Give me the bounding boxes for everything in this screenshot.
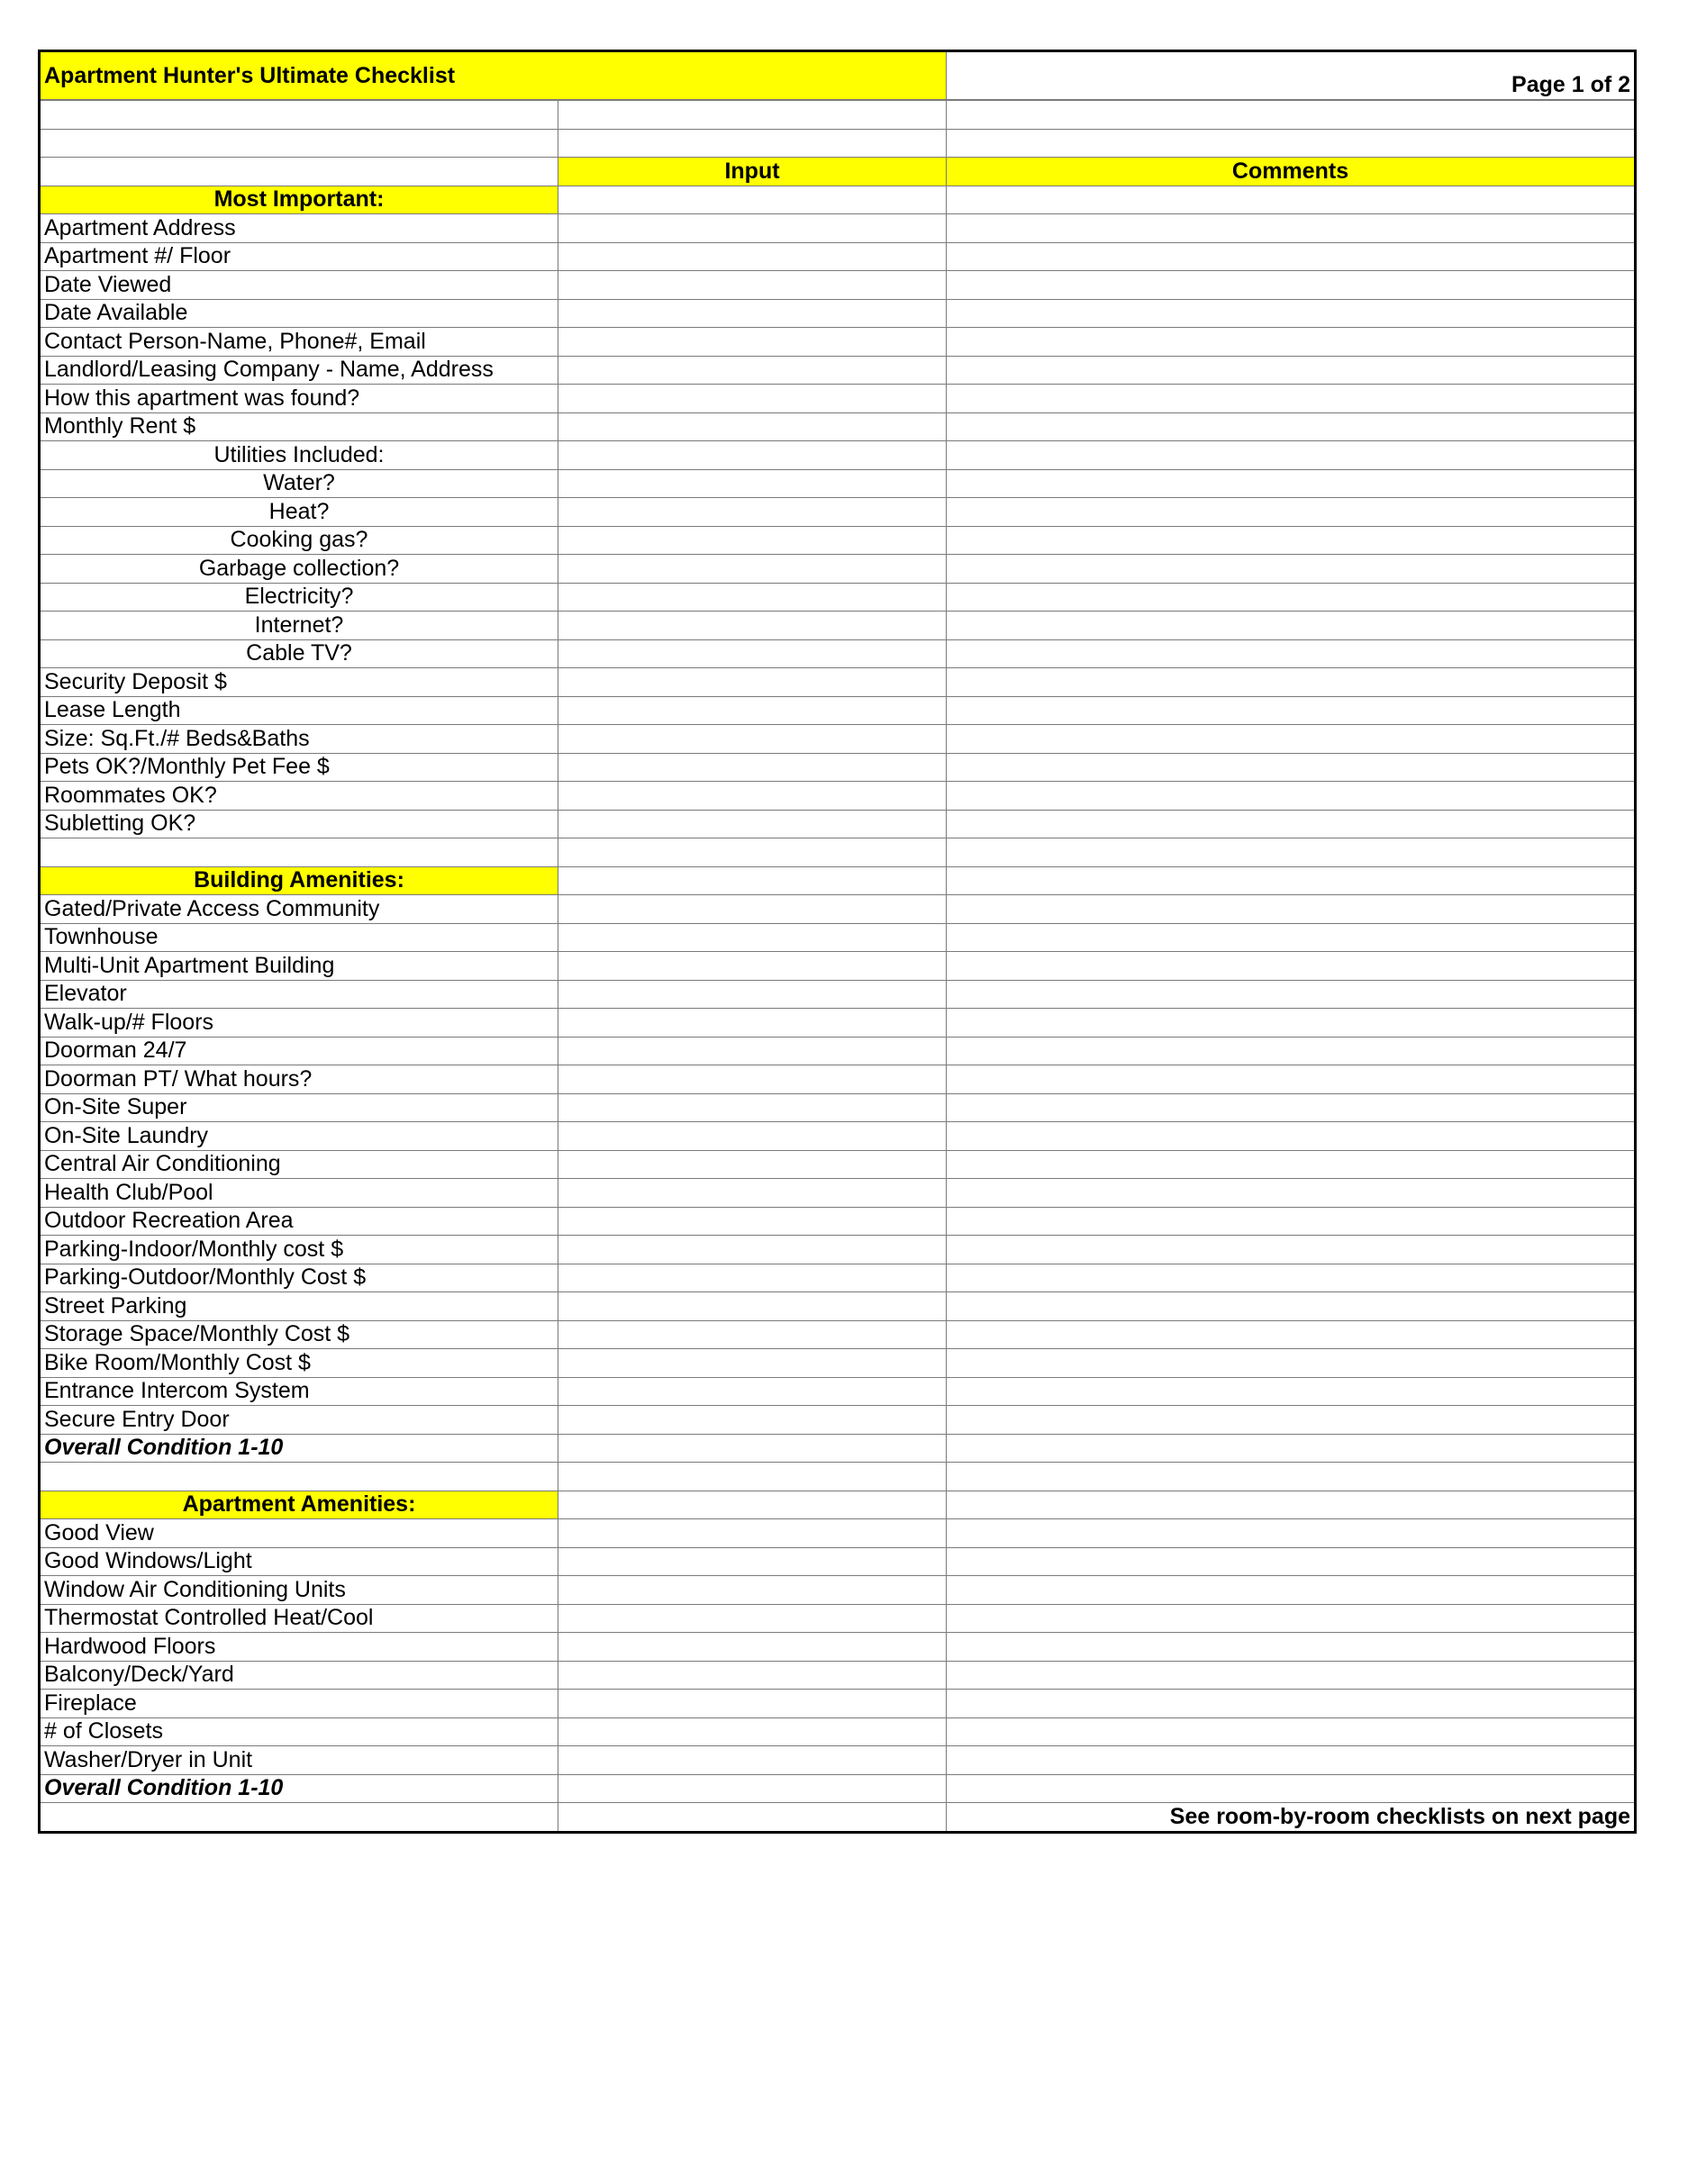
checklist-item-label: On-Site Super [40, 1093, 558, 1122]
comment-cell[interactable] [947, 1377, 1636, 1406]
footer-row [40, 1803, 1636, 1833]
input-cell[interactable] [558, 612, 947, 640]
comment-cell[interactable] [947, 299, 1636, 328]
checklist-row [40, 1093, 1636, 1122]
comment-cell[interactable] [947, 838, 1636, 867]
checklist-item-label: Balcony/Deck/Yard [40, 1661, 558, 1690]
comment-cell[interactable] [947, 1746, 1636, 1775]
comment-cell[interactable] [947, 1463, 1636, 1491]
section-heading: Building Amenities: [40, 866, 558, 895]
input-cell[interactable] [558, 1434, 947, 1463]
checklist-row [40, 1547, 1636, 1576]
comment-cell[interactable] [947, 895, 1636, 924]
checklist-row [40, 980, 1636, 1009]
checklist-item-label: Cable TV? [40, 639, 558, 668]
checklist-item-label: Good View [40, 1519, 558, 1548]
comment-cell[interactable] [947, 1037, 1636, 1065]
input-cell[interactable] [558, 186, 947, 214]
checklist-item-label: On-Site Laundry [40, 1122, 558, 1151]
input-cell[interactable] [558, 838, 947, 867]
input-cell[interactable] [558, 242, 947, 271]
page-number: Page 1 of 2 [947, 51, 1636, 101]
checklist-row [40, 1207, 1636, 1236]
comments-column-header: Comments [947, 158, 1636, 186]
checklist-sheet [38, 50, 1637, 1834]
checklist-row [40, 952, 1636, 981]
comment-cell[interactable] [947, 1349, 1636, 1378]
input-cell[interactable] [558, 923, 947, 952]
checklist-row [40, 612, 1636, 640]
checklist-row [40, 639, 1636, 668]
input-cell[interactable] [558, 555, 947, 584]
comment-cell[interactable] [947, 980, 1636, 1009]
checklist-row [40, 1633, 1636, 1662]
comment-cell[interactable] [947, 1604, 1636, 1633]
input-cell[interactable] [558, 1122, 947, 1151]
checklist-item-label: Subletting OK? [40, 810, 558, 838]
comment-cell[interactable] [947, 1434, 1636, 1463]
section-heading: Apartment Amenities: [40, 1491, 558, 1519]
checklist-row [40, 1717, 1636, 1746]
checklist-row [40, 242, 1636, 271]
checklist-row [40, 1349, 1636, 1378]
checklist-row [40, 1576, 1636, 1605]
checklist-row [40, 1377, 1636, 1406]
checklist-row [40, 753, 1636, 782]
comment-cell[interactable] [947, 1236, 1636, 1264]
checklist-item-label: Fireplace [40, 1690, 558, 1718]
comment-cell[interactable] [947, 242, 1636, 271]
input-cell[interactable] [558, 1491, 947, 1519]
comment-cell[interactable] [947, 385, 1636, 413]
input-cell[interactable] [558, 895, 947, 924]
label-cell[interactable] [40, 100, 558, 129]
comment-cell[interactable] [947, 639, 1636, 668]
comment-cell[interactable] [947, 1661, 1636, 1690]
checklist-row [40, 1065, 1636, 1094]
checklist-row [40, 1746, 1636, 1775]
checklist-row [40, 555, 1636, 584]
label-cell[interactable] [40, 129, 558, 158]
label-cell[interactable] [40, 158, 558, 186]
comment-cell[interactable] [947, 1093, 1636, 1122]
checklist-row [40, 498, 1636, 527]
input-cell[interactable] [558, 328, 947, 357]
checklist-item-label: Window Air Conditioning Units [40, 1576, 558, 1605]
checklist-item-label: Storage Space/Monthly Cost $ [40, 1320, 558, 1349]
checklist-item-label: Electricity? [40, 583, 558, 612]
input-cell[interactable] [558, 498, 947, 527]
input-cell[interactable] [558, 1150, 947, 1179]
checklist-item-label: Townhouse [40, 923, 558, 952]
checklist-row [40, 1264, 1636, 1292]
checklist-row [40, 356, 1636, 385]
comment-cell[interactable] [947, 1406, 1636, 1435]
comment-cell[interactable] [947, 753, 1636, 782]
checklist-row [40, 923, 1636, 952]
input-cell[interactable] [558, 1320, 947, 1349]
checklist-item-label: Good Windows/Light [40, 1547, 558, 1576]
checklist-row [40, 1774, 1636, 1803]
checklist-row [40, 1009, 1636, 1038]
checklist-item-label: Heat? [40, 498, 558, 527]
checklist-row [40, 583, 1636, 612]
checklist-row [40, 1037, 1636, 1065]
comment-cell[interactable] [947, 612, 1636, 640]
checklist-item-label: Bike Room/Monthly Cost $ [40, 1349, 558, 1378]
checklist-item-label: Monthly Rent $ [40, 412, 558, 441]
section-heading: Most Important: [40, 186, 558, 214]
checklist-item-label: Multi-Unit Apartment Building [40, 952, 558, 981]
checklist-item-label: Utilities Included: [40, 441, 558, 470]
input-cell[interactable] [558, 1547, 947, 1576]
checklist-row [40, 895, 1636, 924]
input-cell[interactable] [558, 1661, 947, 1690]
input-cell[interactable] [558, 1633, 947, 1662]
checklist-item-label: Security Deposit $ [40, 668, 558, 697]
checklist-item-label: Entrance Intercom System [40, 1377, 558, 1406]
checklist-row [40, 214, 1636, 243]
input-column-header: Input [558, 158, 947, 186]
title-row [40, 51, 1636, 101]
comment-cell[interactable] [947, 1207, 1636, 1236]
checklist-row [40, 1604, 1636, 1633]
comment-cell[interactable] [947, 1009, 1636, 1038]
comment-cell[interactable] [947, 1774, 1636, 1803]
checklist-item-label: Lease Length [40, 696, 558, 725]
section-header-row [40, 1491, 1636, 1519]
checklist-row [40, 1434, 1636, 1463]
comment-cell[interactable] [947, 1122, 1636, 1151]
checklist-item-label: Doorman PT/ What hours? [40, 1065, 558, 1094]
checklist-row [40, 412, 1636, 441]
input-cell[interactable] [558, 441, 947, 470]
comment-cell[interactable] [947, 1264, 1636, 1292]
comment-cell[interactable] [947, 356, 1636, 385]
comment-cell[interactable] [947, 782, 1636, 811]
input-cell[interactable] [558, 271, 947, 300]
label-cell[interactable] [40, 838, 558, 867]
checklist-item-label: Parking-Indoor/Monthly cost $ [40, 1236, 558, 1264]
comment-cell[interactable] [947, 214, 1636, 243]
checklist-row [40, 810, 1636, 838]
checklist-row [40, 299, 1636, 328]
label-cell[interactable] [40, 1803, 558, 1833]
input-cell[interactable] [558, 753, 947, 782]
input-cell[interactable] [558, 356, 947, 385]
spacer-row [40, 1463, 1636, 1491]
comment-cell[interactable] [947, 469, 1636, 498]
input-cell[interactable] [558, 1264, 947, 1292]
input-cell[interactable] [558, 385, 947, 413]
checklist-item-label: Elevator [40, 980, 558, 1009]
input-cell[interactable] [558, 526, 947, 555]
comment-cell[interactable] [947, 100, 1636, 129]
input-cell[interactable] [558, 1236, 947, 1264]
blank-row [40, 129, 1636, 158]
checklist-row [40, 328, 1636, 357]
input-cell[interactable] [558, 1377, 947, 1406]
checklist-item-label: Doorman 24/7 [40, 1037, 558, 1065]
checklist-row [40, 271, 1636, 300]
input-cell[interactable] [558, 696, 947, 725]
checklist-item-label: Gated/Private Access Community [40, 895, 558, 924]
comment-cell[interactable] [947, 1491, 1636, 1519]
comment-cell[interactable] [947, 186, 1636, 214]
input-cell[interactable] [558, 952, 947, 981]
comment-cell[interactable] [947, 1690, 1636, 1718]
comment-cell[interactable] [947, 668, 1636, 697]
sheet-title: Apartment Hunter's Ultimate Checklist [40, 51, 947, 101]
checklist-item-label: Garbage collection? [40, 555, 558, 584]
checklist-item-label: Parking-Outdoor/Monthly Cost $ [40, 1264, 558, 1292]
comment-cell[interactable] [947, 1633, 1636, 1662]
label-cell[interactable] [40, 1463, 558, 1491]
checklist-item-label: Outdoor Recreation Area [40, 1207, 558, 1236]
checklist-item-label: Hardwood Floors [40, 1633, 558, 1662]
checklist-item-label: Size: Sq.Ft./# Beds&Baths [40, 725, 558, 754]
next-page-note: See room-by-room checklists on next page [947, 1803, 1636, 1833]
checklist-item-label: Secure Entry Door [40, 1406, 558, 1435]
checklist-item-label: Date Available [40, 299, 558, 328]
section-header-row [40, 866, 1636, 895]
checklist-item-label: Date Viewed [40, 271, 558, 300]
checklist-row [40, 1236, 1636, 1264]
comment-cell[interactable] [947, 271, 1636, 300]
input-cell[interactable] [558, 725, 947, 754]
input-cell[interactable] [558, 668, 947, 697]
input-cell[interactable] [558, 810, 947, 838]
blank-row [40, 100, 1636, 129]
section-header-row [40, 186, 1636, 214]
comment-cell[interactable] [947, 1519, 1636, 1548]
checklist-item-label: Roommates OK? [40, 782, 558, 811]
comment-cell[interactable] [947, 1292, 1636, 1321]
input-cell[interactable] [558, 1207, 947, 1236]
input-cell[interactable] [558, 1463, 947, 1491]
checklist-row [40, 696, 1636, 725]
checklist-row [40, 1661, 1636, 1690]
input-cell[interactable] [558, 469, 947, 498]
input-cell[interactable] [558, 980, 947, 1009]
checklist-item-label: # of Closets [40, 1717, 558, 1746]
input-cell[interactable] [558, 1406, 947, 1435]
comment-cell[interactable] [947, 526, 1636, 555]
comment-cell[interactable] [947, 412, 1636, 441]
input-cell[interactable] [558, 866, 947, 895]
checklist-row [40, 526, 1636, 555]
input-cell[interactable] [558, 1292, 947, 1321]
comment-cell[interactable] [947, 810, 1636, 838]
comment-cell[interactable] [947, 1065, 1636, 1094]
checklist-item-label: Health Club/Pool [40, 1179, 558, 1208]
checklist-item-label: Apartment Address [40, 214, 558, 243]
comment-cell[interactable] [947, 923, 1636, 952]
checklist-row [40, 1122, 1636, 1151]
checklist-item-label: Washer/Dryer in Unit [40, 1746, 558, 1775]
checklist-row [40, 1150, 1636, 1179]
checklist-item-label: Overall Condition 1-10 [40, 1434, 558, 1463]
input-cell[interactable] [558, 1519, 947, 1548]
input-cell[interactable] [558, 1803, 947, 1833]
input-cell[interactable] [558, 1774, 947, 1803]
comment-cell[interactable] [947, 1179, 1636, 1208]
checklist-item-label: How this apartment was found? [40, 385, 558, 413]
comment-cell[interactable] [947, 696, 1636, 725]
input-cell[interactable] [558, 129, 947, 158]
comment-cell[interactable] [947, 1150, 1636, 1179]
input-cell[interactable] [558, 1576, 947, 1605]
checklist-row [40, 1519, 1636, 1548]
comment-cell[interactable] [947, 555, 1636, 584]
checklist-row [40, 385, 1636, 413]
input-cell[interactable] [558, 1349, 947, 1378]
input-cell[interactable] [558, 1037, 947, 1065]
comment-cell[interactable] [947, 1547, 1636, 1576]
comment-cell[interactable] [947, 725, 1636, 754]
column-header-row [40, 158, 1636, 186]
comment-cell[interactable] [947, 1576, 1636, 1605]
checklist-item-label: Water? [40, 469, 558, 498]
comment-cell[interactable] [947, 498, 1636, 527]
input-cell[interactable] [558, 1093, 947, 1122]
spacer-row [40, 838, 1636, 867]
checklist-row [40, 1690, 1636, 1718]
checklist-item-label: Thermostat Controlled Heat/Cool [40, 1604, 558, 1633]
checklist-row [40, 441, 1636, 470]
comment-cell[interactable] [947, 328, 1636, 357]
checklist-item-label: Street Parking [40, 1292, 558, 1321]
input-cell[interactable] [558, 1009, 947, 1038]
comment-cell[interactable] [947, 1320, 1636, 1349]
checklist-item-label: Cooking gas? [40, 526, 558, 555]
checklist-row [40, 1320, 1636, 1349]
checklist-item-label: Pets OK?/Monthly Pet Fee $ [40, 753, 558, 782]
checklist-row [40, 668, 1636, 697]
input-cell[interactable] [558, 782, 947, 811]
checklist-item-label: Contact Person-Name, Phone#, Email [40, 328, 558, 357]
checklist-row [40, 782, 1636, 811]
checklist-item-label: Central Air Conditioning [40, 1150, 558, 1179]
checklist-item-label: Landlord/Leasing Company - Name, Address [40, 356, 558, 385]
input-cell[interactable] [558, 1065, 947, 1094]
checklist-row [40, 725, 1636, 754]
checklist-item-label: Overall Condition 1-10 [40, 1774, 558, 1803]
input-cell[interactable] [558, 100, 947, 129]
comment-cell[interactable] [947, 441, 1636, 470]
input-cell[interactable] [558, 1690, 947, 1718]
comment-cell[interactable] [947, 1717, 1636, 1746]
comment-cell[interactable] [947, 866, 1636, 895]
input-cell[interactable] [558, 1717, 947, 1746]
checklist-row [40, 1179, 1636, 1208]
input-cell[interactable] [558, 299, 947, 328]
checklist-item-label: Internet? [40, 612, 558, 640]
checklist-item-label: Walk-up/# Floors [40, 1009, 558, 1038]
input-cell[interactable] [558, 214, 947, 243]
comment-cell[interactable] [947, 129, 1636, 158]
input-cell[interactable] [558, 412, 947, 441]
input-cell[interactable] [558, 583, 947, 612]
input-cell[interactable] [558, 1746, 947, 1775]
checklist-row [40, 469, 1636, 498]
comment-cell[interactable] [947, 583, 1636, 612]
checklist-row [40, 1406, 1636, 1435]
input-cell[interactable] [558, 1604, 947, 1633]
comment-cell[interactable] [947, 952, 1636, 981]
input-cell[interactable] [558, 639, 947, 668]
input-cell[interactable] [558, 1179, 947, 1208]
checklist-item-label: Apartment #/ Floor [40, 242, 558, 271]
checklist-row [40, 1292, 1636, 1321]
